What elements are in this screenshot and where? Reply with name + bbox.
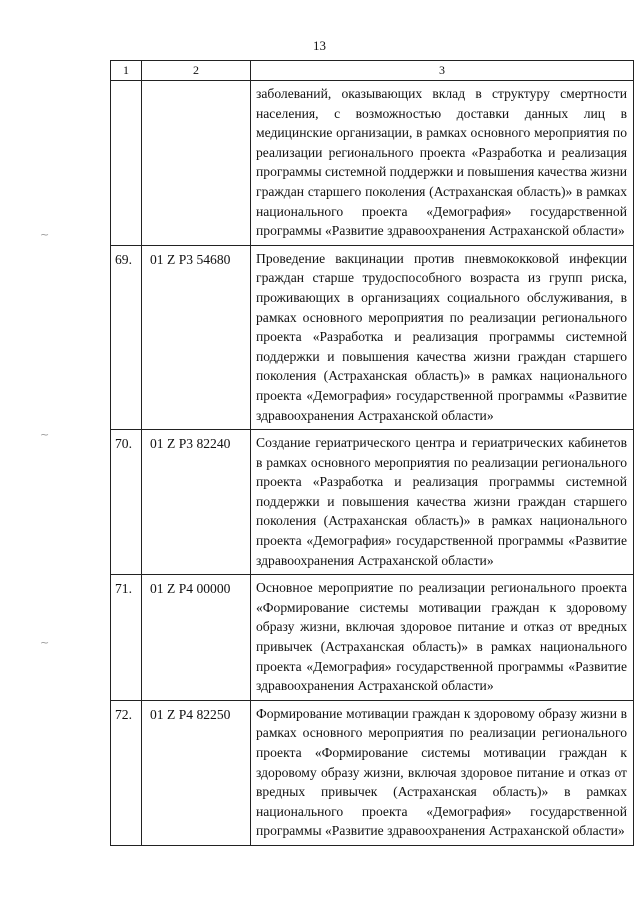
row-code: 01 Z P3 54680 (142, 245, 251, 429)
table-row (111, 81, 634, 246)
column-header-number: 1 (111, 61, 142, 81)
row-number: 72. (111, 700, 142, 845)
scan-artifact-mark: ~ (40, 428, 50, 441)
row-number: 69. (111, 245, 142, 429)
scan-artifact-mark: ~ (40, 228, 50, 241)
row-number: 70. (111, 430, 142, 575)
row-description: заболеваний, оказывающих вклад в структуру смертности населения, с возможностью доставки данных лиц в медицинские организации, в рамках основного мероприятия по реализации регионального проекта «Разработка и реализация программы системной поддержки и повышения качества жизни граждан старшего поколения (Астраханская область)» в рамках национального проекта «Демография» государственной программы «Развитие здравоохранения Астраханской области» (251, 81, 634, 246)
table-row (111, 575, 634, 701)
budget-classification-table (110, 60, 634, 846)
row-code (142, 81, 251, 246)
table-row (111, 245, 634, 429)
row-description: Проведение вакцинации против пневмококковой инфекции граждан старше трудоспособного возраста из групп риска, проживающих в организациях социального обслуживания, в рамках основного мероприятия по реализации регионального проекта «Разработка и реализация программы системной поддержки и повышения качества жизни граждан старшего поколения (Астраханская область)» в рамках национального проекта «Демография» государственной программы «Развитие здравоохранения Астраханской области» (251, 245, 634, 429)
row-description: Создание гериатрического центра и гериатрических кабинетов в рамках основного мероприятия по реализации регионального проекта «Разработка и реализация программы системной поддержки и повышения качества жизни граждан старшего поколения (Астраханская область)» в рамках национального проекта «Демография» государственной программы «Развитие здравоохранения Астраханской области» (251, 430, 634, 575)
scan-artifact-mark: ~ (40, 636, 50, 649)
row-code: 01 Z P3 82240 (142, 430, 251, 575)
row-description: Формирование мотивации граждан к здоровому образу жизни в рамках основного мероприятия по реализации регионального проекта «Формирование системы мотивации граждан к здоровому образу жизни, включая здоровое питание и отказ от вредных привычек (Астраханская область)» в рамках национального проекта «Демография» государственной программы «Развитие здравоохранения Астраханской области» (251, 700, 634, 845)
column-header-code: 2 (142, 61, 251, 81)
row-description: Основное мероприятие по реализации регионального проекта «Формирование системы мотивации граждан к здоровому образу жизни, включая здоровое питание и отказ от вредных привычек (Астраханская область)» в рамках национального проекта «Демография» государственной программы «Развитие здравоохранения Астраханской области» (251, 575, 634, 701)
row-number (111, 81, 142, 246)
row-number: 71. (111, 575, 142, 701)
table-header-row (111, 61, 634, 81)
table-row (111, 700, 634, 845)
table-row (111, 430, 634, 575)
column-header-description: 3 (251, 61, 634, 81)
page-number: 13 (313, 38, 326, 53)
row-code: 01 Z P4 82250 (142, 700, 251, 845)
row-code: 01 Z P4 00000 (142, 575, 251, 701)
